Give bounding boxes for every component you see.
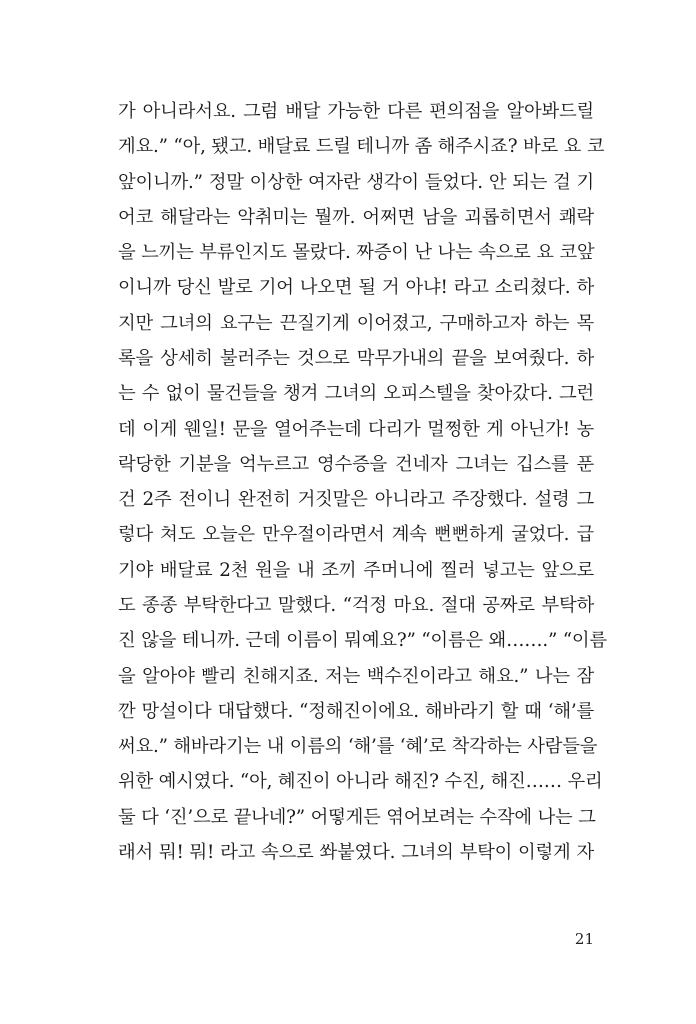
text-line: 게요.” “아, 됐고. 배달료 드릴 테니까 좀 해주시죠? 바로 요 코 (118, 136, 605, 158)
page-number: 21 (574, 930, 594, 948)
text-line: 을 알아야 빨리 친해지죠. 저는 백수진이라고 해요.” 나는 잠 (118, 665, 594, 687)
text-line: 록을 상세히 불러주는 것으로 막무가내의 끝을 보여줬다. 하 (118, 347, 594, 369)
text-line: 락당한 기분을 억누르고 영수증을 건네자 그녀는 깁스를 푼 (118, 453, 594, 475)
text-line: 위한 예시였다. “아, 혜진이 아니라 해진? 수진, 해진…… 우리 (118, 771, 603, 793)
text-line: 을 느끼는 부류인지도 몰랐다. 짜증이 난 나는 속으로 요 코앞 (118, 242, 595, 264)
text-line: 어코 해달라는 악취미는 뭘까. 어쩌면 남을 괴롭히면서 쾌락 (118, 206, 594, 228)
text-line: 앞이니까.” 정말 이상한 여자란 생각이 들었다. 안 되는 걸 기 (118, 171, 594, 193)
text-line: 건 2주 전이니 완전히 거짓말은 아니라고 주장했다. 설령 그 (118, 489, 594, 511)
text-line: 진 않을 테니까. 근데 이름이 뭐예요?” “이름은 왜…….” “이름 (118, 630, 607, 652)
body-text (118, 97, 607, 873)
text-line: 도 종종 부탁한다고 말했다. “걱정 마요. 절대 공짜로 부탁하 (118, 594, 594, 616)
text-line: 이니까 당신 발로 기어 나오면 될 거 아냐! 라고 소리쳤다. 하 (118, 277, 594, 299)
text-line: 둘 다 ‘진’으로 끝나네?” 어떻게든 엮어보려는 수작에 나는 그 (118, 806, 596, 828)
text-line: 깐 망설이다 대답했다. “정해진이에요. 해바라기 할 때 ‘해’를 (118, 700, 594, 722)
text-line: 가 아니라서요. 그럼 배달 가능한 다른 편의점을 알아봐드릴 (118, 101, 594, 122)
text-line: 래서 뭐! 뭐! 라고 속으로 쏴붙였다. 그녀의 부탁이 이렇게 자 (118, 841, 594, 863)
text-line: 데 이게 웬일! 문을 열어주는데 다리가 멀쩡한 게 아닌가! 농 (118, 418, 594, 440)
text-line: 써요.” 해바라기는 내 이름의 ‘해’를 ‘혜’로 착각하는 사람들을 (118, 736, 598, 758)
text-line: 지만 그녀의 요구는 끈질기게 이어졌고, 구매하고자 하는 목 (118, 312, 594, 334)
text-line: 는 수 없이 물건들을 챙겨 그녀의 오피스텔을 찾아갔다. 그런 (118, 383, 594, 405)
text-line: 기야 배달료 2천 원을 내 조끼 주머니에 찔러 넣고는 앞으로 (118, 559, 594, 581)
text-line: 렇다 쳐도 오늘은 만우절이라면서 계속 뻔뻔하게 굴었다. 급 (118, 524, 594, 546)
